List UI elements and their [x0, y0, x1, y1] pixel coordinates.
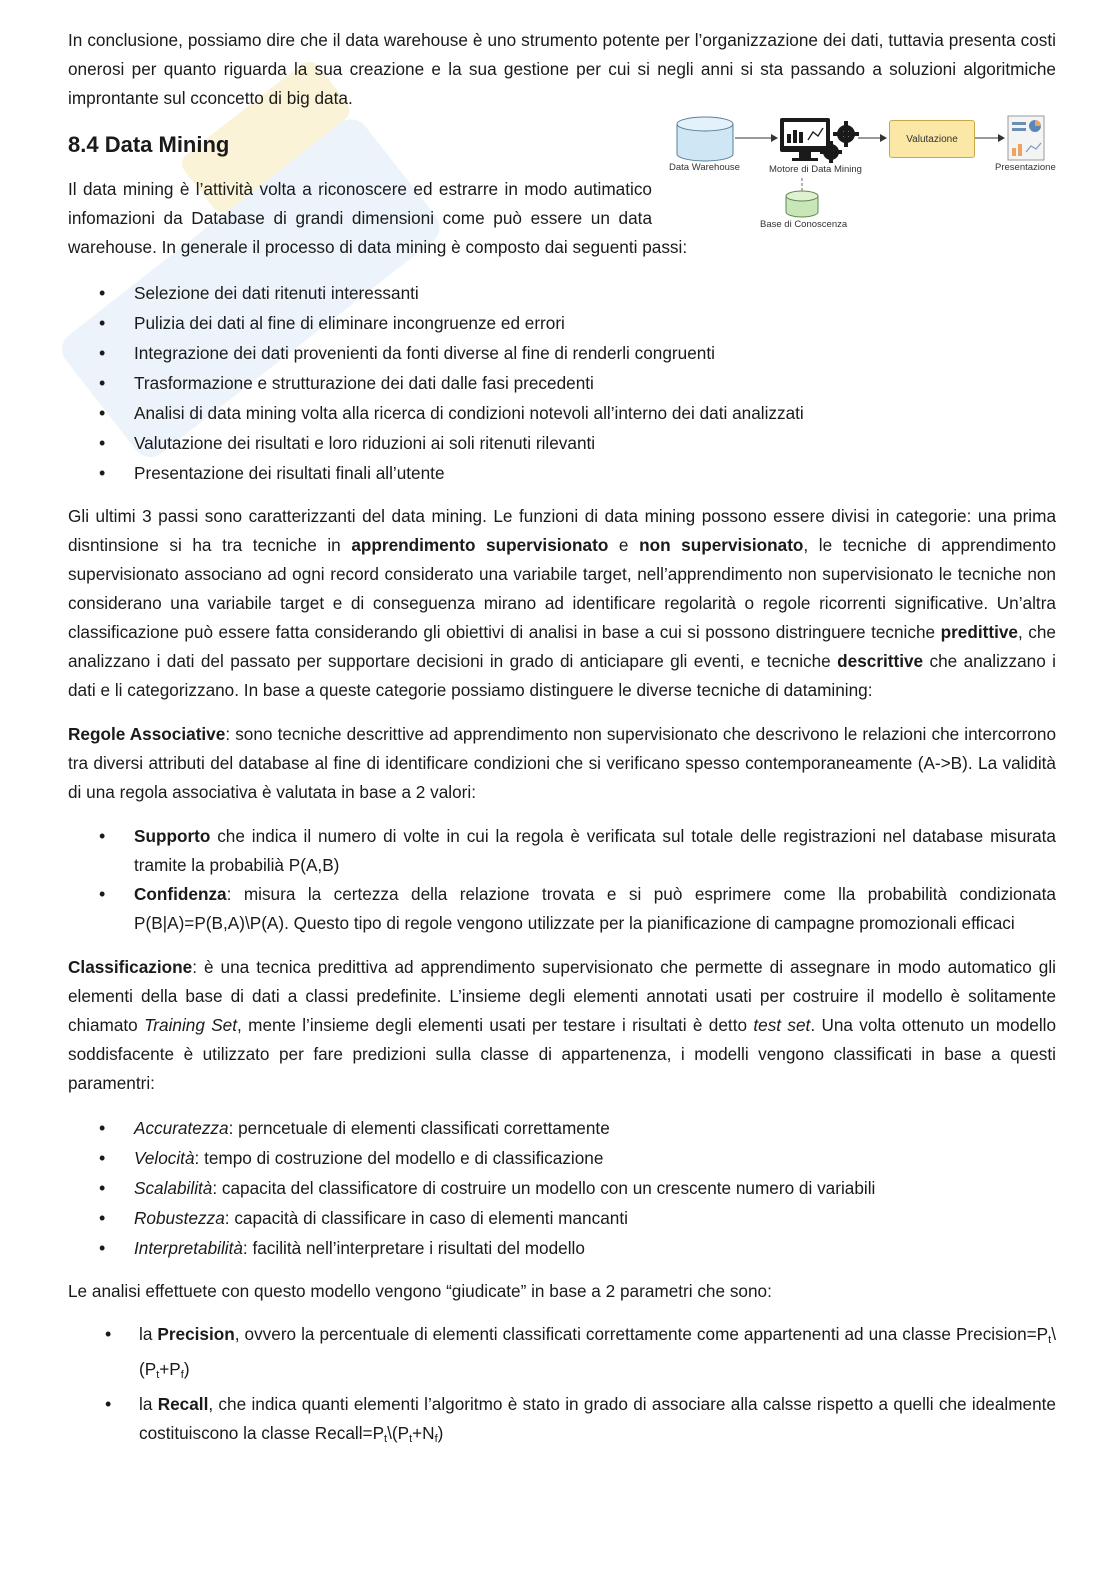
subscript: f [180, 1369, 184, 1381]
list-item [68, 822, 1056, 880]
list-item [68, 1143, 1056, 1173]
text-span: , le tecniche di apprendimento supervisionato associano ad ogni record considerato una variabile target, nell’apprendimento non supervisionato le tecniche non considerano una variabile target e di conseguenza mirano ad identificare regolarità o regole ricorrenti significative. Un’altra classificazione può essere fatta considerando gli obiettivi di analisi in base a cui si possono distringuere tecniche [68, 535, 1057, 642]
data-warehouse-icon [677, 117, 733, 161]
bold-term: Recall [157, 1394, 209, 1414]
subscript: t [409, 1433, 413, 1445]
list-item: • Pulizia dei dati al fine di eliminare incongruenze ed errori [68, 308, 1056, 338]
text-span: : perncetuale di elementi classificati correttamente [228, 1118, 610, 1138]
formula: \(P [139, 1324, 1056, 1379]
analysis-intro: Le analisi effettuete con questo modello vengono “giudicate” in base a 2 parametri che sono: [68, 1281, 772, 1301]
list-item [68, 1173, 1056, 1203]
list-item [68, 1390, 1056, 1454]
diagram-label-presentation: Presentazione [995, 162, 1056, 173]
monitor-icon [780, 118, 830, 161]
text-span: Gli ultimi 3 passi sono caratterizzanti del data mining. Le funzioni di data mining possono essere divisi in categorie: una prima disntinsione si ha tra tecniche in [68, 506, 1056, 555]
presentation-icon [1008, 116, 1044, 160]
text-span: , mente l’insieme degli elementi usati per testare i risultati è detto [237, 1015, 754, 1035]
text-span: , che analizzano i dati del passato per supportare decisioni in grado di anticiapare gli eventi, e tecniche [68, 622, 1056, 671]
bold-term: Classificazione [68, 957, 193, 977]
italic-term: Velocità [134, 1148, 195, 1168]
text-span: : tempo di costruzione del modello e di classificazione [194, 1148, 604, 1168]
data-mining-diagram [668, 114, 1058, 234]
bold-term: Confidenza [134, 884, 227, 904]
diagram-shapes [668, 114, 1058, 234]
text-span: : sono tecniche descrittive ad apprendimento non supervisionato che descrivono le relazioni che intercorrono tra diversi attributi del database al fine di identificare condizioni che si verificano spesso contemporaneamente (A->B). La validità di una regola associativa è valutata in base a 2 valori: [68, 724, 1056, 802]
list-item [68, 1203, 1056, 1233]
text-span: e [608, 535, 640, 555]
list-item: • Selezione dei dati ritenuti interessanti [68, 278, 1056, 308]
list-item [68, 880, 1056, 938]
text-span: : capacità di classificare in caso di elementi mancanti [224, 1208, 628, 1228]
document-page [68, 26, 1056, 1454]
arrow-head [771, 134, 778, 142]
list-item [68, 1233, 1056, 1263]
bold-term: predittive [940, 622, 1018, 642]
formula: \(P [387, 1423, 410, 1443]
subscript: t [1048, 1334, 1052, 1346]
list-item: • Presentazione dei risultati finali all’utente [68, 458, 1056, 488]
process-steps-list [68, 278, 1056, 488]
knowledge-base-icon [786, 191, 818, 217]
bold-term: apprendimento supervisionato [351, 535, 609, 555]
list-item [68, 1113, 1056, 1143]
diagram-label-warehouse: Data Warehouse [669, 162, 740, 173]
formula: ) [437, 1423, 444, 1443]
formula: +P [159, 1359, 181, 1379]
text-span: che indica il numero di volte in cui la regola è verificata sul totale delle registrazioni nel database misurata tramite la probabilià P(A,B) [134, 826, 1056, 875]
text-span: . Una volta ottenuto un modello soddisfacente è utilizzato per fare predizioni sulla classe di appartenenza, i modelli vengono classificati in base a questi paramentri: [68, 1015, 1057, 1093]
text-span: la [139, 1324, 158, 1344]
bold-term: Regole Associative [68, 724, 226, 744]
subscript: t [384, 1433, 388, 1445]
formula: Precision=P [955, 1324, 1049, 1344]
text-span: , ovvero la percentuale di elementi classificati correttamente come appartenenti ad una classe [234, 1324, 956, 1344]
bold-term: descrittive [837, 651, 924, 671]
bold-term: Supporto [134, 826, 211, 846]
bold-term: non supervisionato [639, 535, 804, 555]
data-mining-intro-text: Il data mining è l’attività volta a riconoscere ed estrarre in modo autimatico infomazioni da Database di grandi dimensioni come può essere un data warehouse. In generale il processo di data mining è composto dai seguenti passi: [68, 179, 688, 257]
text-span: : misura la certezza della relazione trovata e si può esprimere come lla probabilità condizionata P(B|A)=P(B,A)\P(A). Questo tipo di regole vengono utilizzate per la pianificazione di campagne promozionali efficaci [134, 884, 1056, 933]
classifier-params-list [68, 1113, 1056, 1263]
text-span: : è una tecnica predittiva ad apprendimento supervisionato che permette di assegnare in modo automatico gli elementi della base di dati a classi predefinite. L’insieme degli elementi annotati usati per costruire il modello è solitamente chiamato [68, 957, 1056, 1035]
section-title: 8.4 Data Mining [68, 132, 230, 157]
italic-term: Interpretabilità [134, 1238, 243, 1258]
arrow-head [880, 134, 887, 142]
list-item: • Trasformazione e strutturazione dei dati dalle fasi precedenti [68, 368, 1056, 398]
diagram-label-knowledge: Base di Conoscenza [760, 219, 848, 230]
text-span: , che indica quanti elementi l’algoritmo è stato in grado di associare alla calsse rispetto a quelli che idealmente costituiscono la classe [139, 1394, 1056, 1443]
text-span: la [139, 1394, 158, 1414]
subscript: t [156, 1369, 160, 1381]
list-item: • Integrazione dei dati provenienti da fonti diverse al fine di renderli congruenti [68, 338, 1056, 368]
metrics-list [68, 1320, 1056, 1454]
functions-paragraph [68, 502, 1056, 705]
italic-term: test set [753, 1015, 811, 1035]
italic-term: Training Set [144, 1015, 238, 1035]
formula: ) [183, 1359, 190, 1379]
diagram-label-engine: Motore di Data Mining [769, 164, 862, 175]
list-item: • Valutazione dei risultati e loro riduzioni ai soli ritenuti rilevanti [68, 428, 1056, 458]
italic-term: Accuratezza [134, 1118, 229, 1138]
list-item: • Analisi di data mining volta alla ricerca di condizioni notevoli all’interno dei dati analizzati [68, 398, 1056, 428]
text-span: : facilità nell’interpretare i risultati del modello [242, 1238, 585, 1258]
bold-term: Precision [157, 1324, 235, 1344]
rule-values-list [68, 822, 1056, 938]
formula: +N [412, 1423, 435, 1443]
formula: Recall=P [314, 1423, 385, 1443]
intro-paragraph: In conclusione, possiamo dire che il data warehouse è uno strumento potente per l’organizzazione dei dati, tuttavia presenta costi onerosi per quanto riguarda la sua creazione e la sua gestione per cui si negli anni si sta passando a soluzioni algoritmiche improntante sul cconcetto di big data. [68, 30, 1056, 108]
classification-paragraph [68, 953, 1056, 1098]
association-rules-paragraph [68, 720, 1056, 807]
italic-term: Scalabilità [134, 1178, 213, 1198]
arrow-head [998, 134, 1005, 142]
text-span: : capacita del classificatore di costruire un modello con un crescente numero di variabili [212, 1178, 876, 1198]
italic-term: Robustezza [134, 1208, 225, 1228]
subscript: f [434, 1433, 438, 1445]
list-item [68, 1320, 1056, 1390]
evaluation-box: Valutazione [889, 120, 975, 158]
text-span: che analizzano i dati e li categorizzano. In base a queste categorie possiamo distinguere le diverse tecniche di datamining: [68, 651, 1056, 700]
